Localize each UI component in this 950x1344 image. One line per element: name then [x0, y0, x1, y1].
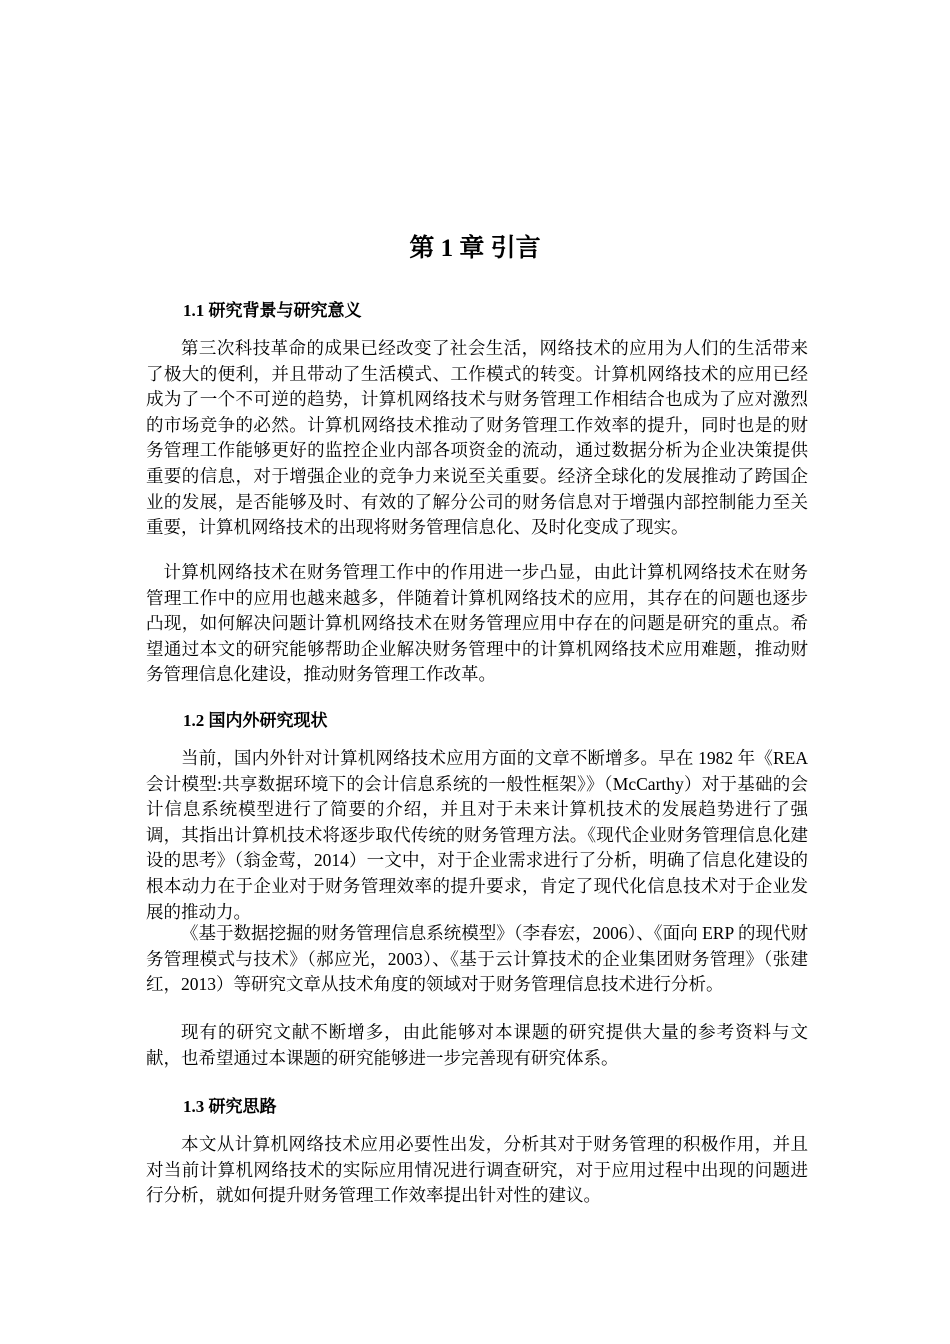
section-heading-1-3: 1.3 研究思路	[183, 1097, 277, 1116]
paragraph-status-1: 当前，国内外针对计算机网络技术应用方面的文章不断增多。早在 1982 年《REA 会计模型:共享数据环境下的会计信息系统的一般性框架》》（McCarthy）对于基础的会计信息系统模型进行了简要的介绍，并且对于未来计算机技术的发展趋势进行了强调，其指出计算机技术将逐步取代传统的财务管理方法。《现代企业财务管理信息化建设的思考》（翁金莺，2014）一文中，对于企业需求进行了分析，明确了信息化建设的根本动力在于企业对于财务管理效率的提升要求，肯定了现代化信息技术对于企业发展的推动力。	[146, 748, 808, 922]
paragraph-approach-1: 本文从计算机网络技术应用必要性出发，分析其对于财务管理的积极作用，并且对当前计算机网络技术的实际应用情况进行调查研究，对于应用过程中出现的问题进行分析，就如何提升财务管理工作效率提出针对性的建议。	[146, 1134, 808, 1206]
section-heading-1-2: 1.2 国内外研究现状	[183, 711, 328, 730]
paragraph-status-3: 现有的研究文献不断增多，由此能够对本课题的研究提供大量的参考资料与文献，也希望通过本课题的研究能够进一步完善现有研究体系。	[146, 1022, 808, 1068]
paragraph-status-2: 《基于数据挖掘的财务管理信息系统模型》（李春宏，2006）、《面向 ERP 的现代财务管理模式与技术》（郝应光，2003）、《基于云计算技术的企业集团财务管理》（张建红，2013）等研究文章从技术角度的领域对于财务管理信息技术进行分析。	[146, 923, 808, 995]
paragraph-background-2: 计算机网络技术在财务管理工作中的作用进一步凸显，由此计算机网络技术在财务管理工作中的应用也越来越多，伴随着计算机网络技术的应用，其存在的问题也逐步凸现，如何解决问题计算机网络技术在财务管理应用中存在的问题是研究的重点。希望通过本文的研究能够帮助企业解决财务管理中的计算机网络技术应用难题，推动财务管理信息化建设，推动财务管理工作改革。	[146, 562, 808, 685]
paragraph-background-1: 第三次科技革命的成果已经改变了社会生活，网络技术的应用为人们的生活带来了极大的便利，并且带动了生活模式、工作模式的转变。计算机网络技术的应用已经成为了一个不可逆的趋势，计算机网络技术与财务管理工作相结合也成为了应对激烈的市场竞争的必然。计算机网络技术推动了财务管理工作效率的提升，同时也是的财务管理工作能够更好的监控企业内部各项资金的流动，通过数据分析为企业决策提供重要的信息，对于增强企业的竞争力来说至关重要。经济全球化的发展推动了跨国企业的发展，是否能够及时、有效的了解分公司的财务信息对于增强内部控制能力至关重要，计算机网络技术的出现将财务管理信息化、及时化变成了现实。	[146, 338, 808, 538]
chapter-title: 第 1 章 引言	[409, 235, 541, 262]
section-heading-1-1: 1.1 研究背景与研究意义	[183, 301, 362, 320]
